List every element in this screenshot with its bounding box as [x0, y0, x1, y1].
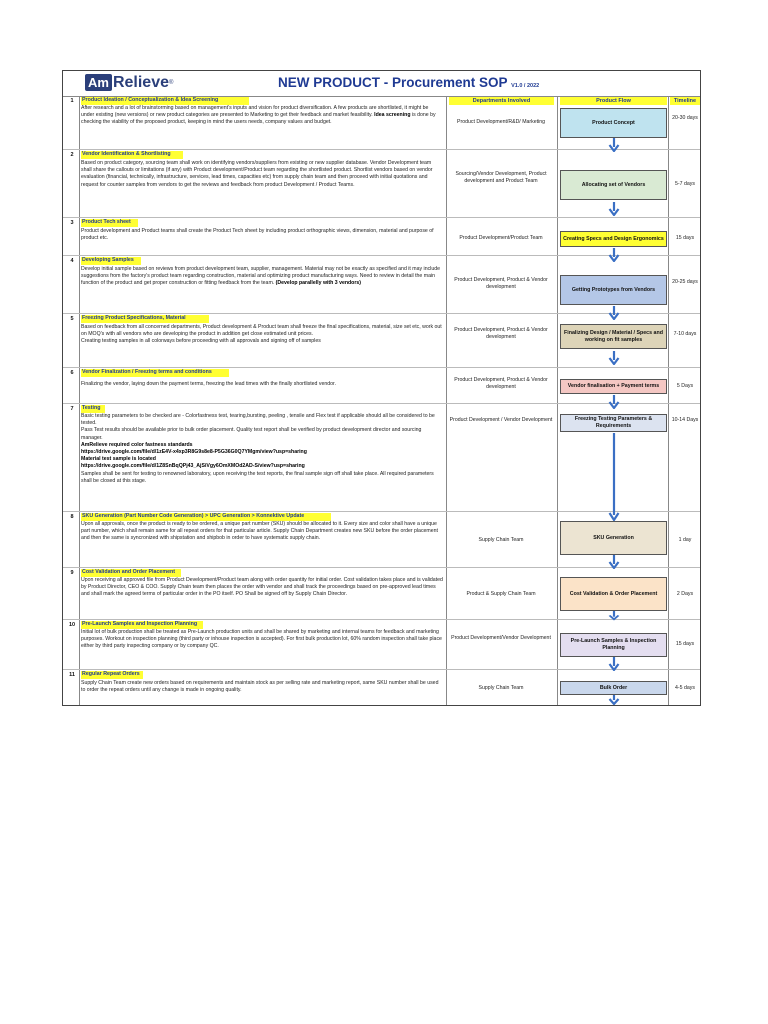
material-test-link[interactable]: https://drive.google.com/file/d/1Z8SnBqQPj43_AjSiVgy6OmXMOd2AD-S/view?usp=sharing — [81, 463, 305, 470]
departments-involved: Product Development, Product & Vendor development — [454, 277, 548, 291]
down-arrow-icon — [608, 202, 620, 216]
sop-step-row — [63, 151, 700, 215]
flow-box-vendor-finalisation: Vendor finalisation + Payment terms — [560, 379, 667, 394]
step-number: 5 — [70, 316, 74, 322]
down-arrow-icon — [608, 433, 620, 521]
step-description: Finalizing the vendor, laying down the payment terms, freezing the lead times with the finally shortlisted vendor. — [81, 381, 336, 387]
logo-box: Am — [85, 74, 112, 91]
sop-step-row — [63, 369, 700, 401]
row-divider — [63, 403, 700, 404]
row-divider — [63, 669, 700, 670]
description-text: is done by checking the viability of the proposed product, keeping in mind the users needs, company values and budget. — [81, 112, 436, 126]
row-divider — [63, 619, 700, 620]
step-timeline: 2 Days — [676, 591, 694, 597]
step-title: Cost Validation and Order Placement — [81, 569, 181, 577]
step-description: Initial lot of bulk production shall be treated as Pre-Launch production units and shall be shared by marketing and internal teams for feedback and marketing purposes. Workout on inspection planning (third party or inhouse inspection is accepted). For first bulk production lot, 60% random inspection shall take place either by third party inspecting company or by company QC. — [81, 629, 442, 650]
description-text: Creating testing samples in all colorways before proceeding with all approvals and signing off of samples — [81, 338, 321, 345]
step-number: 10 — [68, 622, 76, 628]
step-title: Vendor Identification & Shortlisting — [81, 151, 183, 159]
departments-involved: Product & Supply Chain Team — [466, 591, 536, 597]
step-timeline: 10-14 Days — [671, 417, 699, 423]
description-text: Develop initial sample based on reviews from product development team, supplier, management. Material may not be exactly as specified and it may include suggestions from the factory’s product team regarding construction, material and optimizing product manufacturing ways. Need to review in detail the main function of the product and get proper construction or fitting feedback from the team. — [81, 266, 440, 287]
sop-step-row — [63, 315, 700, 367]
step-timeline: 15 days — [675, 641, 695, 647]
step-title: Regular Repeat Orders — [81, 671, 143, 679]
down-arrow-icon — [608, 395, 620, 409]
sop-sheet — [62, 70, 701, 706]
step-timeline: 1 day — [678, 537, 692, 543]
sop-step-row — [63, 219, 700, 251]
flow-box-allocating-vendors: Allocating set of Vendors — [560, 170, 667, 200]
row-divider — [63, 255, 700, 256]
description-text: Basic testing parameters to be checked are - Colorfastness test, tearing,bursting, peeling , tensile and Flex test if applicable should all be considered to be tested. — [81, 413, 435, 427]
step-description — [81, 324, 443, 346]
step-title: Freezing Product Specifications, Material — [81, 315, 209, 323]
step-description: Product development and Product teams shall create the Product Tech sheet by including product orthographic views, dimension, material and purpose of product etc. — [81, 228, 434, 242]
color-fastness-link[interactable]: https://drive.google.com/file/d/1zE4V-x4xp3R8G9s8e8-P5G36G0Q7YMgm/view?usp=sharing — [81, 449, 307, 456]
flow-box-finalizing-design: Finalizing Design / Material / Specs and working on fit samples — [560, 324, 667, 349]
sop-step-row — [63, 569, 700, 617]
description-text: Pass Test results should be available prior to bulk order placement. Quality test report shall be verified by product development director and sourcing manager. — [81, 427, 422, 441]
step-description: Upon receiving all approved file from Product Development/Product team along with order quantity for initial order. Cost validation takes place and is validated by Product Director, CEO & COO. Supply Chain team then places the order with vendor and shall track the proceedings based on pre-approved lead times and shall mark the agreed terms of particular order in the PO itself. PO Shall be signed off by Supply Chain Director. — [81, 577, 443, 598]
step-number: 11 — [69, 672, 75, 678]
departments-involved: Product Development/R&D/ Marketing — [457, 119, 545, 125]
departments-involved: Product Development/Product Team — [459, 235, 543, 241]
column-header-timeline: Timeline — [670, 97, 700, 105]
departments-involved: Supply Chain Team — [478, 685, 524, 691]
step-timeline: 5-7 days — [675, 181, 695, 187]
step-title: Product Ideation / Conceptualization & Idea Screening — [81, 97, 249, 105]
step-title: Vendor Finalization / Freezing terms and conditions — [81, 369, 229, 377]
step-number: 4 — [70, 258, 74, 264]
description-text: Samples shall be sent for testing to renowned laboratory, upon receiving the test reports, the final sample sign off shall take place. All required parameters shall be closed at this stage. — [81, 470, 434, 484]
description-bold-text: AmRelieve required color fastness standards — [81, 441, 193, 448]
sop-step-row — [63, 621, 700, 667]
page-title — [278, 75, 539, 90]
step-title: Product Tech sheet — [81, 219, 138, 227]
step-timeline: 4-5 days — [675, 685, 695, 691]
step-number: 6 — [70, 370, 74, 376]
step-description: Upon all approvals, once the product is ready to be ordered, a unique part number (SKU) should be allocated to it. Every size and color shall have a unique part number, which shall remain same for all repeat orders for that particular article. Supply Chain Department creates new SKU before the order placement and then the same is syncronized with shipstation and shipbob in order to have systematic supply chain. — [81, 521, 438, 542]
sop-step-row — [63, 671, 700, 705]
row-divider — [63, 313, 700, 314]
row-divider — [63, 567, 700, 568]
flow-box-bulk-order: Bulk Order — [560, 681, 667, 695]
down-arrow-icon — [608, 657, 620, 671]
departments-involved: Product Development / Vendor Development — [449, 417, 553, 423]
down-arrow-icon — [608, 555, 620, 569]
row-divider — [63, 511, 700, 512]
departments-involved: Sourcing/Vendor Development, Product development and Product Team — [455, 171, 547, 185]
version-label: V1.0 / 2022 — [511, 83, 540, 89]
row-divider — [63, 149, 700, 150]
logo-registered-mark: ® — [169, 79, 174, 86]
sop-step-row — [63, 405, 700, 503]
sop-step-row — [63, 257, 700, 313]
column-header-product-flow: Product Flow — [560, 97, 667, 105]
sheet-header — [63, 71, 700, 97]
step-number: 8 — [70, 514, 74, 520]
step-description: Supply Chain Team create new orders based on requirements and maintain stock as per selling rate and marketing report, same SKU number shall be used to order the repeat orders until any change is made in ongoing quality. — [81, 680, 439, 694]
departments-involved: Supply Chain Team — [478, 537, 524, 543]
step-description: Based on product category, sourcing team shall work on identifying vendors/suppliers from existing or new supplier database. Vendor Development team shall share the callouts or limitations (if any) with Product development/Product team regarding the shortlisted product. Shortlist vendors based on vendor evaluation (financial, technically, infrastructure, services, lead times, capacities etc) from supply chain team and then proceed with initial quotations and request for counter samples from vendors to get the reviews and feedback from product Development / Product Teams. — [81, 160, 433, 188]
step-timeline: 20-25 days — [672, 279, 698, 285]
step-title: Testing — [81, 405, 105, 413]
step-timeline: 7-10 days — [673, 331, 697, 337]
flow-box-cost-validation: Cost Validation & Order Placement — [560, 577, 667, 611]
step-description — [81, 413, 443, 485]
description-text: After research and a lot of brainstorming based on management’s inputs and vision for product diversification. A few products are shortlisted, it might be under existing (new versions) or new product categories are presented to Marketing to get their feedback and market feasibility. — [81, 105, 429, 119]
logo-text: Relieve — [112, 73, 169, 91]
departments-involved: Product Development, Product & Vendor development — [454, 327, 548, 341]
step-number: 9 — [70, 570, 74, 576]
description-text: Based on feedback from all concerned departments, Product development & Product team shall freeze the final specifications, material, size set etc, work out on MOQ’s with all vendors who are developing the product in addition get close estimated unit prices. — [81, 324, 442, 338]
description-bold-text: Idea screening — [374, 112, 411, 119]
flow-box-prototypes: Getting Prototypes from Vendors — [560, 275, 667, 305]
sop-step-row — [63, 513, 700, 567]
amrelieve-logo — [85, 73, 173, 92]
row-divider — [63, 217, 700, 218]
flow-box-sku-generation: SKU Generation — [560, 521, 667, 555]
sop-step-row — [63, 97, 700, 149]
row-divider — [63, 367, 700, 368]
flow-box-product-concept: Product Concept — [560, 108, 667, 138]
step-description — [81, 105, 443, 127]
step-title: SKU Generation (Part Number Code Generation) > UPC Generation > Konnektive Update — [81, 513, 331, 521]
down-arrow-icon — [608, 351, 620, 365]
step-number: 1 — [70, 98, 74, 104]
down-arrow-icon — [608, 138, 620, 152]
description-bold-text: Material test sample is located — [81, 456, 156, 463]
step-timeline: 15 days — [675, 235, 695, 241]
column-header-departments: Departments Involved — [449, 97, 554, 105]
step-number: 7 — [70, 406, 74, 412]
flow-box-specs-design: Creating Specs and Design Ergonomics — [560, 231, 667, 247]
down-arrow-icon — [608, 306, 620, 320]
flow-box-testing-parameters: Freezing Testing Parameters & Requirements — [560, 414, 667, 432]
flow-box-pre-launch: Pre-Launch Samples & Inspection Planning — [560, 633, 667, 657]
step-title: Pre-Launch Samples and Inspection Planning — [81, 621, 203, 629]
step-description — [81, 266, 443, 288]
down-arrow-icon — [608, 248, 620, 262]
description-bold-text: (Develop parallelly with 3 vendors) — [275, 280, 361, 287]
down-arrow-icon — [608, 611, 620, 625]
step-number: 3 — [70, 220, 74, 226]
departments-involved: Product Development/Vendor Development — [451, 635, 551, 641]
step-title: Developing Samples — [81, 257, 141, 265]
step-number: 2 — [70, 152, 74, 158]
title-text: NEW PRODUCT - Procurement SOP — [278, 75, 508, 90]
step-timeline: 5 Days — [676, 383, 694, 389]
down-arrow-icon — [608, 695, 620, 705]
step-timeline: 20-30 days — [672, 115, 698, 121]
departments-involved: Product Development, Product & Vendor development — [454, 377, 548, 391]
